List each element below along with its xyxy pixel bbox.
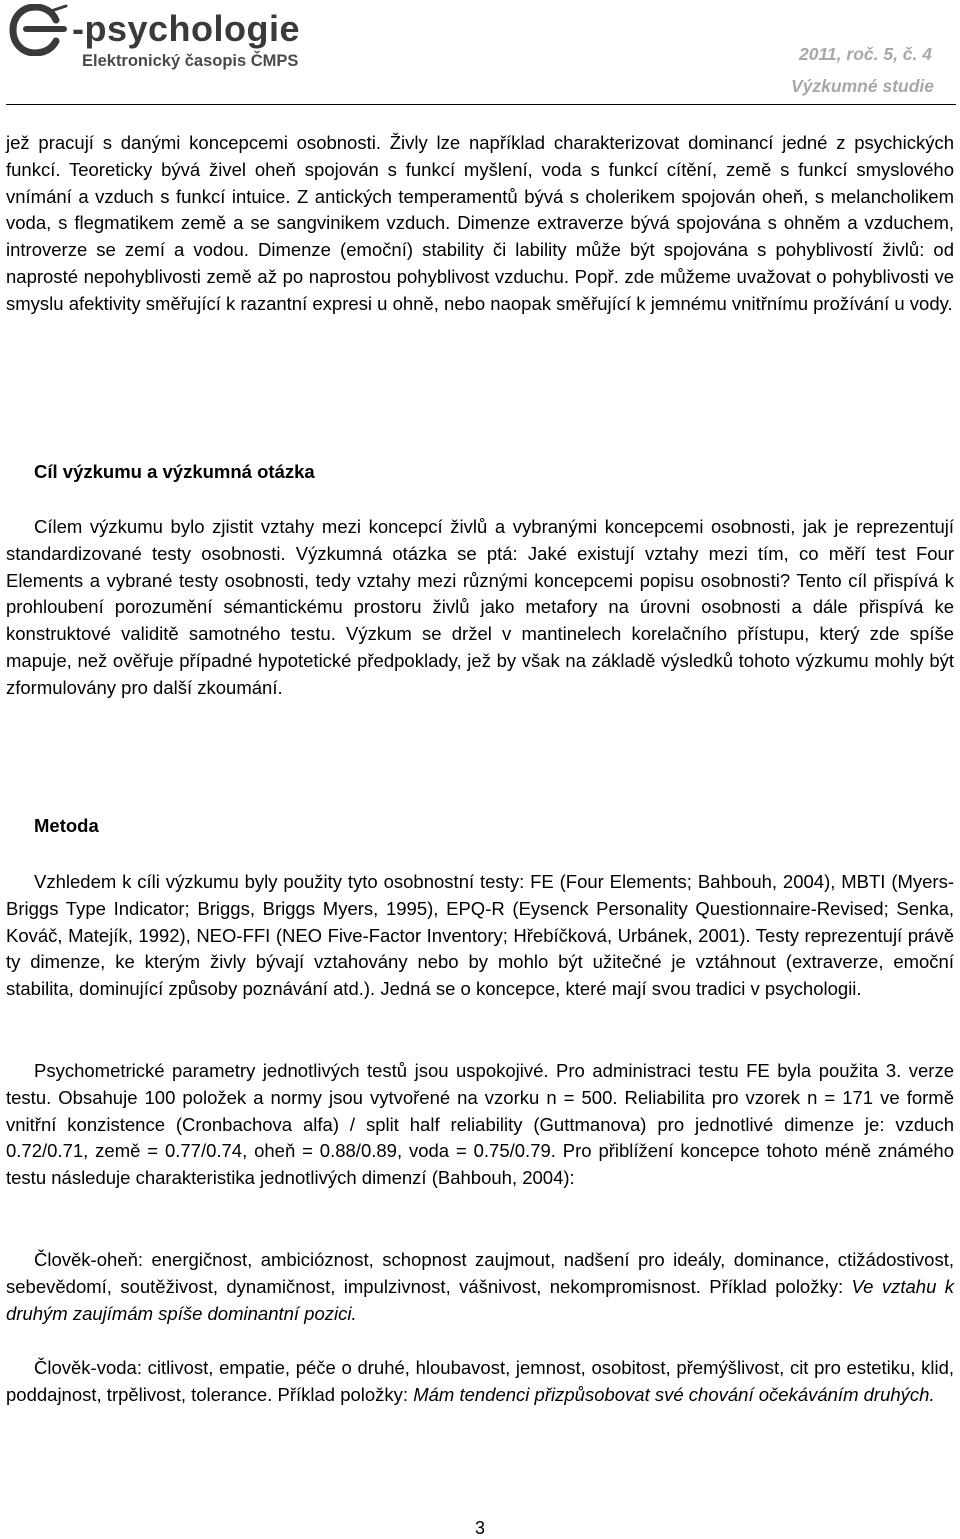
dimension-fire-example: Ve vztahu k druhým zaujímám spíše dominantní pozici.: [6, 1275, 954, 1324]
research-aim-text: Cílem výzkumu bylo zjistit vztahy mezi koncepcí živlů a vybranými koncepcemi osobnosti, jak je reprezentují standardizované testy osobnosti. Výzkumná otázka se ptá: Jaké existují vztahy mezi tím, co měří test Four Elements a vybrané testy osobnosti, tedy vztahy mezi různými koncepcemi popisu osobnosti? Tento cíl přispívá k prohloubení porozumění sémantickému prostoru živlů jako metafory na úrovni osobnosti a dále přispívá ke konstruktové validitě samotného testu. Výzkum se držel v mantinelech korelačního přístupu, který zde spíše mapuje, než ověřuje případné hypotetické předpoklady, jež by však na základě výsledků tohoto výzkumu mohly být zformulovány pro další zkoumání.: [6, 516, 954, 698]
header-divider: [6, 104, 956, 105]
heading-method: Metoda: [34, 815, 99, 836]
method-paragraph-2: [6, 1058, 954, 1192]
logo-subtitle: Elektronický časopis ČMPS: [82, 52, 299, 70]
e-logo-icon: [8, 4, 70, 56]
section-label: Výzkumné studie: [791, 76, 934, 96]
dimension-fire: [6, 1247, 954, 1327]
method-paragraph-1: [6, 869, 954, 1003]
intro-paragraph: [6, 130, 954, 318]
dimension-water-description: Člověk-voda: citlivost, empatie, péče o druhé, hloubavost, jemnost, osobitost, přemýšlivost, cit pro estetiku, klid, poddajnost, trpělivost, tolerance. Příklad položky:: [6, 1357, 954, 1405]
logo-name: -psychologie: [72, 8, 301, 49]
dimension-fire-text: [6, 1247, 954, 1327]
journal-logo[interactable]: [8, 4, 368, 80]
method-paragraph-2-text: Psychometrické parametry jednotlivých testů jsou uspokojivé. Pro administraci testu FE byla použita 3. verze testu. Obsahuje 100 položek a normy jsou vytvořené na vzorku n = 500. Reliabilita pro vzorek n = 171 ve formě vnitřní konzistence (Cronbachova alfa) / split half reliability (Guttmanova) pro jednotlivé dimenze je: vzduch 0.72/0.71, země = 0.77/0.74, oheň = 0.88/0.89, voda = 0.75/0.79. Pro přiblížení koncepce tohoto méně známého testu následuje charakteristika jednotlivých dimenzí (Bahbouh, 2004):: [6, 1060, 954, 1189]
intro-paragraph-text: jež pracují s danými koncepcemi osobnosti. Živly lze například charakterizovat dominancí jedné z psychických funkcí. Teoreticky bývá živel oheň spojován s funkcí myšlení, voda s funkcí cítění, země s funkcí smyslového vnímání a vzduch s funkcí intuice. Z antických temperamentů bývá s cholerikem spojován oheň, s melancholikem voda, s flegmatikem země a se sangvinikem vzduch. Dimenze extraverze bývá spojována s ohněm a vzduchem, introverze se zemí a vodou. Dimenze (emoční) stability či lability může být spojována s pohyblivostí živlů: od naprosté nepohyblivosti země až po naprostou pohyblivost vzduchu. Popř. zde můžeme uvažovat o pohyblivosti ve smyslu afektivity směřující k razantní expresi u ohně, nebo naopak směřující k jemnému vnitřnímu prožívání u vody.: [6, 132, 954, 314]
dimension-water-example: Mám tendenci přizpůsobovat své chování očekáváním druhých.: [413, 1383, 935, 1405]
research-aim-paragraph: [6, 514, 954, 702]
heading-research-aim: Cíl výzkumu a výzkumná otázka: [34, 461, 315, 482]
issue-info: 2011, roč. 5, č. 4: [799, 44, 932, 64]
dimension-water-text: [6, 1355, 954, 1409]
dimension-water: [6, 1355, 954, 1409]
method-paragraph-1-text: Vzhledem k cíli výzkumu byly použity tyto osobnostní testy: FE (Four Elements; Bahbouh, 2004), MBTI (Myers-Briggs Type Indicator; Briggs, Briggs Myers, 1995), EPQ-R (Eysenck Personality Questionnaire-Revised; Senka, Kováč, Matejík, 1992), NEO-FFI (NEO Five-Factor Inventory; Hřebíčková, Urbánek, 2001). Testy reprezentují právě ty dimenze, ke kterým živly bývají vztahovány nebo by mohlo být užitečné je vztáhnout (extraverze, emoční stabilita, dominující způsoby poznávání atd.). Jedná se o koncepce, které mají svou tradici v psychologii.: [6, 871, 954, 1000]
page-number: 3: [474, 1518, 485, 1538]
journal-header: [0, 0, 960, 106]
dimension-fire-description: Člověk-oheň: energičnost, ambicióznost, schopnost zaujmout, nadšení pro ideály, dominance, ctižádostivost, sebevědomí, soutěživost, dynamičnost, impulzivnost, vášnivost, nekompromisnost. Příklad položky:: [6, 1249, 954, 1297]
